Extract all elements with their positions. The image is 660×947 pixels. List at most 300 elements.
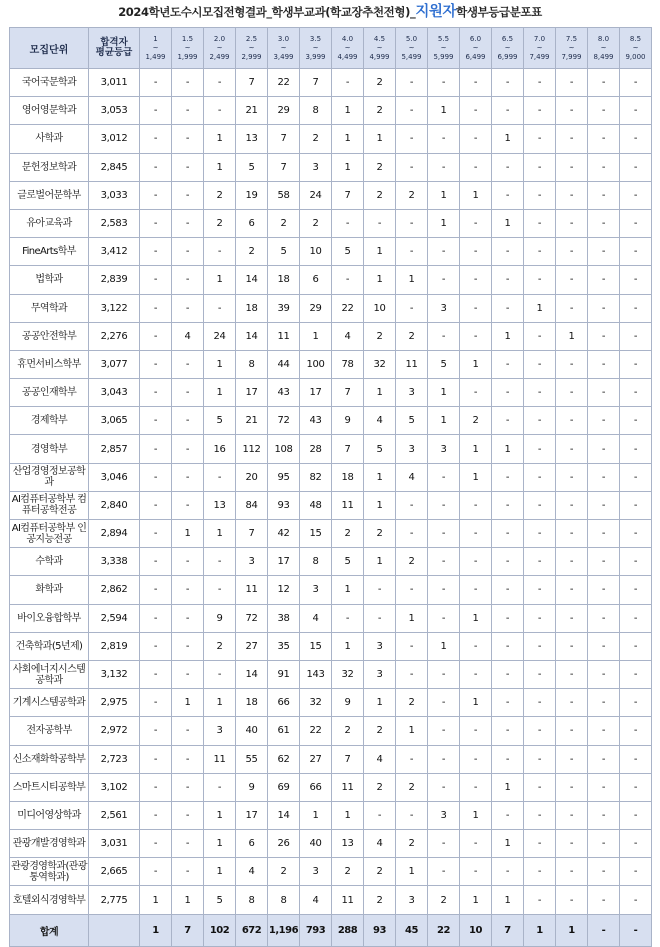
- grade-count-cell: -: [460, 266, 492, 294]
- grade-count-cell: -: [172, 97, 204, 125]
- grade-count-cell: 8: [236, 350, 268, 378]
- grade-count-cell: -: [428, 238, 460, 266]
- grade-count-cell: -: [556, 830, 588, 858]
- grade-count-cell: 78: [332, 350, 364, 378]
- grade-count-cell: 2: [364, 773, 396, 801]
- department-name: 관광경영학과(관광통역학과): [10, 858, 89, 886]
- grade-count-cell: -: [460, 745, 492, 773]
- grade-count-cell: 1: [204, 858, 236, 886]
- grade-count-cell: 28: [300, 435, 332, 463]
- department-name: 건축학과(5년제): [10, 632, 89, 660]
- grade-count-cell: 93: [268, 491, 300, 519]
- department-name: 공공안전학부: [10, 322, 89, 350]
- grade-count-cell: 1: [428, 407, 460, 435]
- average-grade: 2,561: [89, 801, 140, 829]
- grade-range-high: 4,499: [337, 52, 358, 61]
- table-row: [10, 886, 652, 914]
- grade-count-cell: -: [396, 294, 428, 322]
- grade-count-cell: 7: [268, 153, 300, 181]
- grade-count-cell: 1: [460, 886, 492, 914]
- grade-count-cell: -: [588, 830, 620, 858]
- grade-count-cell: -: [396, 520, 428, 548]
- grade-count-cell: -: [524, 322, 556, 350]
- grade-count-cell: 4: [396, 463, 428, 491]
- grade-range-low: 1: [153, 34, 158, 43]
- average-grade: 2,775: [89, 886, 140, 914]
- grade-count-cell: -: [556, 209, 588, 237]
- grade-count-cell: -: [204, 238, 236, 266]
- grade-count-cell: -: [492, 181, 524, 209]
- grade-count-cell: -: [204, 548, 236, 576]
- grade-range-high: 6,499: [465, 52, 486, 61]
- average-grade: 3,122: [89, 294, 140, 322]
- grade-count-cell: -: [588, 548, 620, 576]
- grade-count-cell: 7: [332, 435, 364, 463]
- grade-range-low: 5.5: [437, 34, 450, 43]
- grade-count-cell: -: [492, 463, 524, 491]
- grade-count-cell: -: [172, 125, 204, 153]
- grade-count-cell: 6: [300, 266, 332, 294]
- grade-count-cell: 1: [428, 632, 460, 660]
- grade-count-cell: 11: [268, 322, 300, 350]
- grade-count-cell: -: [428, 717, 460, 745]
- table-header-row: [10, 28, 652, 69]
- grade-count-cell: -: [140, 153, 172, 181]
- grade-count-cell: -: [556, 491, 588, 519]
- grade-count-cell: -: [140, 407, 172, 435]
- grade-count-cell: 1: [364, 548, 396, 576]
- grade-count-cell: -: [524, 660, 556, 688]
- grade-count-cell: 1: [204, 125, 236, 153]
- grade-count-cell: -: [396, 745, 428, 773]
- grade-count-cell: 3: [364, 660, 396, 688]
- grade-count-cell: 1: [428, 181, 460, 209]
- grade-count-cell: -: [492, 689, 524, 717]
- grade-range-low: 4.0: [341, 34, 354, 43]
- grade-count-cell: -: [620, 209, 652, 237]
- grade-range-sep: ~: [216, 43, 223, 52]
- grade-count-cell: -: [524, 576, 556, 604]
- average-grade: 2,840: [89, 491, 140, 519]
- grade-count-cell: -: [332, 266, 364, 294]
- grade-count-cell: -: [556, 520, 588, 548]
- grade-count-cell: 1: [492, 125, 524, 153]
- table-row: [10, 576, 652, 604]
- grade-count-cell: -: [524, 745, 556, 773]
- grade-count-cell: 7: [300, 69, 332, 97]
- grade-count-cell: 32: [364, 350, 396, 378]
- grade-count-cell: 2: [396, 689, 428, 717]
- grade-count-cell: -: [172, 830, 204, 858]
- grade-count-cell: -: [588, 886, 620, 914]
- grade-count-cell: 7: [332, 181, 364, 209]
- grade-count-cell: -: [620, 886, 652, 914]
- grade-count-cell: -: [140, 379, 172, 407]
- grade-count-cell: -: [620, 97, 652, 125]
- grade-count-cell: -: [172, 69, 204, 97]
- department-name: 국어국문학과: [10, 69, 89, 97]
- grade-count-cell: 1: [492, 773, 524, 801]
- grade-count-cell: -: [396, 238, 428, 266]
- grade-count-cell: 2: [364, 886, 396, 914]
- grade-count-cell: -: [140, 660, 172, 688]
- grade-count-cell: 82: [300, 463, 332, 491]
- department-name: 사학과: [10, 125, 89, 153]
- grade-count-cell: -: [140, 548, 172, 576]
- grade-count-cell: -: [364, 604, 396, 632]
- grade-count-cell: -: [396, 576, 428, 604]
- grade-count-cell: -: [620, 181, 652, 209]
- grade-count-cell: -: [428, 322, 460, 350]
- grade-count-cell: -: [524, 858, 556, 886]
- grade-count-cell: -: [524, 801, 556, 829]
- grade-count-cell: 8: [236, 886, 268, 914]
- department-name: 화학과: [10, 576, 89, 604]
- grade-count-cell: -: [364, 209, 396, 237]
- page-title: [0, 0, 660, 24]
- average-grade: 3,046: [89, 463, 140, 491]
- grade-count-cell: -: [556, 435, 588, 463]
- grade-range-low: 6.5: [501, 34, 514, 43]
- grade-range-low: 7.5: [565, 34, 578, 43]
- table-row: [10, 660, 652, 688]
- grade-count-cell: -: [460, 773, 492, 801]
- grade-count-cell: -: [140, 491, 172, 519]
- grade-count-cell: -: [620, 520, 652, 548]
- department-name: 문헌정보학과: [10, 153, 89, 181]
- grade-count-cell: 8: [300, 97, 332, 125]
- total-count-cell: 93: [364, 914, 396, 946]
- grade-count-cell: 16: [204, 435, 236, 463]
- grade-range-low: 8.0: [597, 34, 610, 43]
- grade-range-high: 4,999: [369, 52, 390, 61]
- grade-range-sep: ~: [440, 43, 447, 52]
- grade-count-cell: 1: [204, 830, 236, 858]
- grade-count-cell: 143: [300, 660, 332, 688]
- grade-count-cell: 11: [396, 350, 428, 378]
- grade-count-cell: -: [524, 435, 556, 463]
- average-grade: 3,043: [89, 379, 140, 407]
- grade-range-high: 8,499: [593, 52, 614, 61]
- grade-count-cell: -: [524, 181, 556, 209]
- grade-count-cell: 22: [300, 717, 332, 745]
- grade-count-cell: -: [556, 294, 588, 322]
- grade-count-cell: -: [428, 858, 460, 886]
- grade-count-cell: -: [588, 97, 620, 125]
- grade-range-low: 3.5: [309, 34, 322, 43]
- grade-count-cell: 9: [332, 407, 364, 435]
- average-grade: 2,276: [89, 322, 140, 350]
- grade-count-cell: -: [140, 689, 172, 717]
- table-row: [10, 322, 652, 350]
- average-grade: 2,839: [89, 266, 140, 294]
- department-name: 법학과: [10, 266, 89, 294]
- grade-count-cell: -: [620, 632, 652, 660]
- total-row: [10, 914, 652, 946]
- grade-count-cell: 27: [300, 745, 332, 773]
- grade-count-cell: -: [556, 858, 588, 886]
- grade-count-cell: 1: [396, 858, 428, 886]
- grade-count-cell: 29: [300, 294, 332, 322]
- total-label: 합계: [10, 914, 89, 946]
- grade-range-sep: ~: [344, 43, 351, 52]
- grade-count-cell: -: [524, 548, 556, 576]
- grade-count-cell: 1: [428, 209, 460, 237]
- grade-count-cell: -: [588, 350, 620, 378]
- grade-count-cell: -: [140, 350, 172, 378]
- grade-count-cell: -: [588, 153, 620, 181]
- grade-count-cell: 2: [396, 548, 428, 576]
- grade-count-cell: -: [556, 69, 588, 97]
- grade-count-cell: 1: [460, 689, 492, 717]
- grade-range-sep: ~: [280, 43, 287, 52]
- grade-count-cell: 14: [236, 322, 268, 350]
- grade-count-cell: 17: [236, 379, 268, 407]
- table-row: [10, 379, 652, 407]
- grade-count-cell: -: [172, 266, 204, 294]
- grade-count-cell: -: [588, 407, 620, 435]
- grade-count-cell: 2: [364, 858, 396, 886]
- table-row: [10, 858, 652, 886]
- grade-count-cell: 66: [268, 689, 300, 717]
- grade-count-cell: 2: [396, 773, 428, 801]
- grade-count-cell: -: [588, 660, 620, 688]
- grade-count-cell: -: [556, 379, 588, 407]
- header-grade-range: [300, 28, 332, 69]
- header-grade-range: [428, 28, 460, 69]
- grade-range-sep: ~: [472, 43, 479, 52]
- grade-count-cell: 1: [460, 801, 492, 829]
- grade-count-cell: -: [172, 604, 204, 632]
- grade-count-cell: -: [588, 801, 620, 829]
- grade-count-cell: -: [364, 576, 396, 604]
- grade-range-sep: ~: [408, 43, 415, 52]
- grade-count-cell: -: [396, 153, 428, 181]
- header-grade-range: [556, 28, 588, 69]
- grade-count-cell: -: [428, 153, 460, 181]
- table-row: [10, 97, 652, 125]
- grade-count-cell: -: [428, 660, 460, 688]
- total-count-cell: 1: [140, 914, 172, 946]
- grade-count-cell: -: [620, 322, 652, 350]
- grade-count-cell: -: [492, 238, 524, 266]
- department-name: FineArts학부: [10, 238, 89, 266]
- grade-count-cell: -: [524, 886, 556, 914]
- grade-count-cell: -: [140, 576, 172, 604]
- grade-count-cell: -: [492, 548, 524, 576]
- table-row: [10, 435, 652, 463]
- grade-count-cell: 9: [332, 689, 364, 717]
- grade-count-cell: 4: [364, 745, 396, 773]
- department-name: 유아교육과: [10, 209, 89, 237]
- grade-count-cell: 11: [236, 576, 268, 604]
- grade-count-cell: -: [140, 632, 172, 660]
- grade-count-cell: 4: [172, 322, 204, 350]
- grade-range-sep: ~: [600, 43, 607, 52]
- grade-count-cell: 17: [300, 379, 332, 407]
- grade-count-cell: -: [172, 181, 204, 209]
- grade-count-cell: -: [172, 632, 204, 660]
- grade-count-cell: 35: [268, 632, 300, 660]
- grade-count-cell: -: [620, 745, 652, 773]
- grade-count-cell: -: [524, 266, 556, 294]
- grade-count-cell: -: [460, 379, 492, 407]
- grade-count-cell: -: [140, 97, 172, 125]
- grade-count-cell: -: [556, 717, 588, 745]
- grade-count-cell: -: [140, 238, 172, 266]
- grade-count-cell: -: [620, 435, 652, 463]
- header-department: 모집단위: [10, 28, 89, 69]
- grade-count-cell: 1: [204, 350, 236, 378]
- grade-count-cell: 4: [332, 322, 364, 350]
- grade-count-cell: -: [428, 520, 460, 548]
- grade-count-cell: -: [556, 886, 588, 914]
- grade-count-cell: 108: [268, 435, 300, 463]
- grade-count-cell: 27: [236, 632, 268, 660]
- grade-count-cell: -: [140, 717, 172, 745]
- grade-count-cell: -: [588, 463, 620, 491]
- grade-count-cell: -: [556, 153, 588, 181]
- grade-count-cell: 1: [204, 266, 236, 294]
- grade-count-cell: -: [524, 520, 556, 548]
- total-count-cell: -: [620, 914, 652, 946]
- grade-count-cell: 1: [492, 435, 524, 463]
- grade-count-cell: 24: [204, 322, 236, 350]
- grade-count-cell: -: [172, 858, 204, 886]
- grade-count-cell: 10: [364, 294, 396, 322]
- grade-count-cell: -: [460, 125, 492, 153]
- grade-count-cell: -: [492, 717, 524, 745]
- grade-count-cell: -: [460, 660, 492, 688]
- grade-count-cell: 6: [236, 830, 268, 858]
- grade-count-cell: -: [396, 209, 428, 237]
- grade-count-cell: -: [588, 294, 620, 322]
- grade-count-cell: 84: [236, 491, 268, 519]
- grade-count-cell: 1: [428, 379, 460, 407]
- grade-count-cell: -: [364, 801, 396, 829]
- average-grade: 2,894: [89, 520, 140, 548]
- grade-count-cell: -: [396, 660, 428, 688]
- grade-count-cell: 4: [236, 858, 268, 886]
- grade-count-cell: -: [396, 125, 428, 153]
- table-row: [10, 773, 652, 801]
- header-grade-range: [332, 28, 364, 69]
- grade-count-cell: 1: [364, 689, 396, 717]
- grade-count-cell: 2: [364, 97, 396, 125]
- grade-count-cell: -: [588, 520, 620, 548]
- grade-count-cell: 4: [300, 886, 332, 914]
- grade-count-cell: -: [492, 350, 524, 378]
- grade-count-cell: -: [492, 491, 524, 519]
- grade-count-cell: 18: [236, 689, 268, 717]
- grade-count-cell: 1: [332, 632, 364, 660]
- grade-count-cell: 112: [236, 435, 268, 463]
- grade-count-cell: -: [620, 350, 652, 378]
- average-grade: 3,031: [89, 830, 140, 858]
- grade-count-cell: 4: [364, 830, 396, 858]
- grade-count-cell: -: [492, 632, 524, 660]
- grade-count-cell: -: [140, 294, 172, 322]
- grade-count-cell: -: [588, 379, 620, 407]
- title-highlight: 지원자: [415, 4, 457, 20]
- grade-count-cell: 48: [300, 491, 332, 519]
- department-name: 바이오융합학부: [10, 604, 89, 632]
- average-grade: 3,033: [89, 181, 140, 209]
- grade-range-high: 2,499: [209, 52, 230, 61]
- grade-count-cell: -: [556, 181, 588, 209]
- grade-count-cell: -: [172, 491, 204, 519]
- grade-count-cell: -: [492, 69, 524, 97]
- grade-count-cell: 3: [396, 435, 428, 463]
- grade-count-cell: -: [428, 463, 460, 491]
- grade-count-cell: 3: [428, 801, 460, 829]
- grade-count-cell: -: [428, 830, 460, 858]
- grade-count-cell: 3: [300, 576, 332, 604]
- grade-range-sep: ~: [504, 43, 511, 52]
- grade-count-cell: -: [460, 632, 492, 660]
- header-grade-range: [524, 28, 556, 69]
- average-grade: 3,011: [89, 69, 140, 97]
- grade-count-cell: -: [492, 153, 524, 181]
- grade-count-cell: 1: [364, 463, 396, 491]
- grade-count-cell: -: [556, 660, 588, 688]
- title-suffix: 학생부등급분포표: [456, 5, 542, 19]
- grade-count-cell: -: [588, 604, 620, 632]
- grade-count-cell: 3: [204, 717, 236, 745]
- grade-count-cell: 43: [300, 407, 332, 435]
- grade-count-cell: 1: [300, 322, 332, 350]
- grade-count-cell: -: [460, 858, 492, 886]
- header-grade-range: [268, 28, 300, 69]
- grade-count-cell: -: [556, 632, 588, 660]
- grade-range-high: 3,499: [273, 52, 294, 61]
- grade-count-cell: 72: [268, 407, 300, 435]
- grade-count-cell: 21: [236, 97, 268, 125]
- grade-count-cell: -: [620, 294, 652, 322]
- grade-count-cell: -: [556, 548, 588, 576]
- total-count-cell: 102: [204, 914, 236, 946]
- grade-count-cell: -: [524, 463, 556, 491]
- grade-count-cell: 1: [364, 379, 396, 407]
- grade-count-cell: -: [556, 238, 588, 266]
- grade-count-cell: 2: [396, 181, 428, 209]
- department-name: 영어영문학과: [10, 97, 89, 125]
- grade-count-cell: 1: [428, 97, 460, 125]
- grade-count-cell: -: [172, 660, 204, 688]
- average-grade: 2,723: [89, 745, 140, 773]
- grade-count-cell: -: [172, 548, 204, 576]
- grade-count-cell: -: [428, 576, 460, 604]
- grade-count-cell: -: [428, 548, 460, 576]
- title-prefix: 2024학년도수시모집전형결과_학생부교과(학교장추천전형)_: [118, 5, 416, 19]
- grade-count-cell: -: [588, 266, 620, 294]
- grade-range-low: 1.5: [181, 34, 194, 43]
- grade-count-cell: -: [492, 520, 524, 548]
- grade-count-cell: -: [524, 632, 556, 660]
- grade-count-cell: -: [492, 801, 524, 829]
- grade-count-cell: -: [620, 153, 652, 181]
- grade-count-cell: 1: [204, 689, 236, 717]
- table-row: [10, 181, 652, 209]
- grade-count-cell: -: [140, 69, 172, 97]
- grade-count-cell: 2: [364, 520, 396, 548]
- grade-count-cell: -: [524, 69, 556, 97]
- grade-count-cell: -: [524, 125, 556, 153]
- grade-count-cell: 2: [364, 717, 396, 745]
- department-name: 휴먼서비스학부: [10, 350, 89, 378]
- grade-count-cell: 1: [492, 886, 524, 914]
- header-avg-line2: 평균등급: [95, 47, 133, 58]
